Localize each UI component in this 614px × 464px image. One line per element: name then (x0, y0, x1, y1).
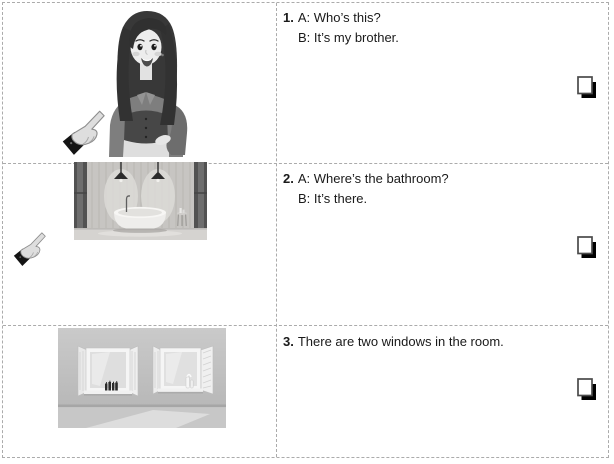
empty-shadowed-checkbox-icon (577, 378, 597, 401)
item-number-1: 1. (283, 10, 294, 25)
dialogue-2-text-b: B: It’s there. (298, 191, 368, 206)
two-windows-photo-image (58, 328, 226, 428)
item-number-3: 3. (283, 334, 294, 349)
dialogue-1-line-1 (283, 8, 399, 28)
dialogue-2-text-a: A: Where’s the bathroom? (297, 171, 449, 186)
item-number-2: 2. (283, 171, 294, 186)
dialogue-2-line-1 (283, 169, 449, 189)
sentence-3-text: There are two windows in the room. (297, 334, 504, 349)
column-divider (276, 3, 277, 457)
sentence-3 (283, 332, 504, 352)
empty-shadowed-checkbox-icon (577, 76, 597, 99)
bathroom-photo (74, 162, 207, 240)
dialogue-1 (283, 8, 399, 48)
dialogue-2-line-2 (283, 189, 449, 209)
pointing-hand-icon (13, 229, 47, 269)
answer-checkbox-2[interactable] (577, 236, 597, 259)
dialogue-2 (283, 169, 449, 209)
exercise-table (2, 2, 609, 458)
row-divider-2 (3, 325, 608, 326)
answer-checkbox-1[interactable] (577, 76, 597, 99)
answer-checkbox-3[interactable] (577, 378, 597, 401)
dialogue-1-line-2 (283, 28, 399, 48)
two-windows-photo (58, 328, 226, 428)
sentence-3-line-1 (283, 332, 504, 352)
pointing-hand-icon-image (13, 229, 47, 269)
pointing-hand-icon (61, 109, 107, 156)
pointing-hand-icon-image (61, 109, 107, 156)
bathroom-photo-image (74, 162, 207, 240)
dialogue-1-text-b: B: It’s my brother. (298, 30, 399, 45)
empty-shadowed-checkbox-icon (577, 236, 597, 259)
dialogue-1-text-a: A: Who’s this? (297, 10, 381, 25)
